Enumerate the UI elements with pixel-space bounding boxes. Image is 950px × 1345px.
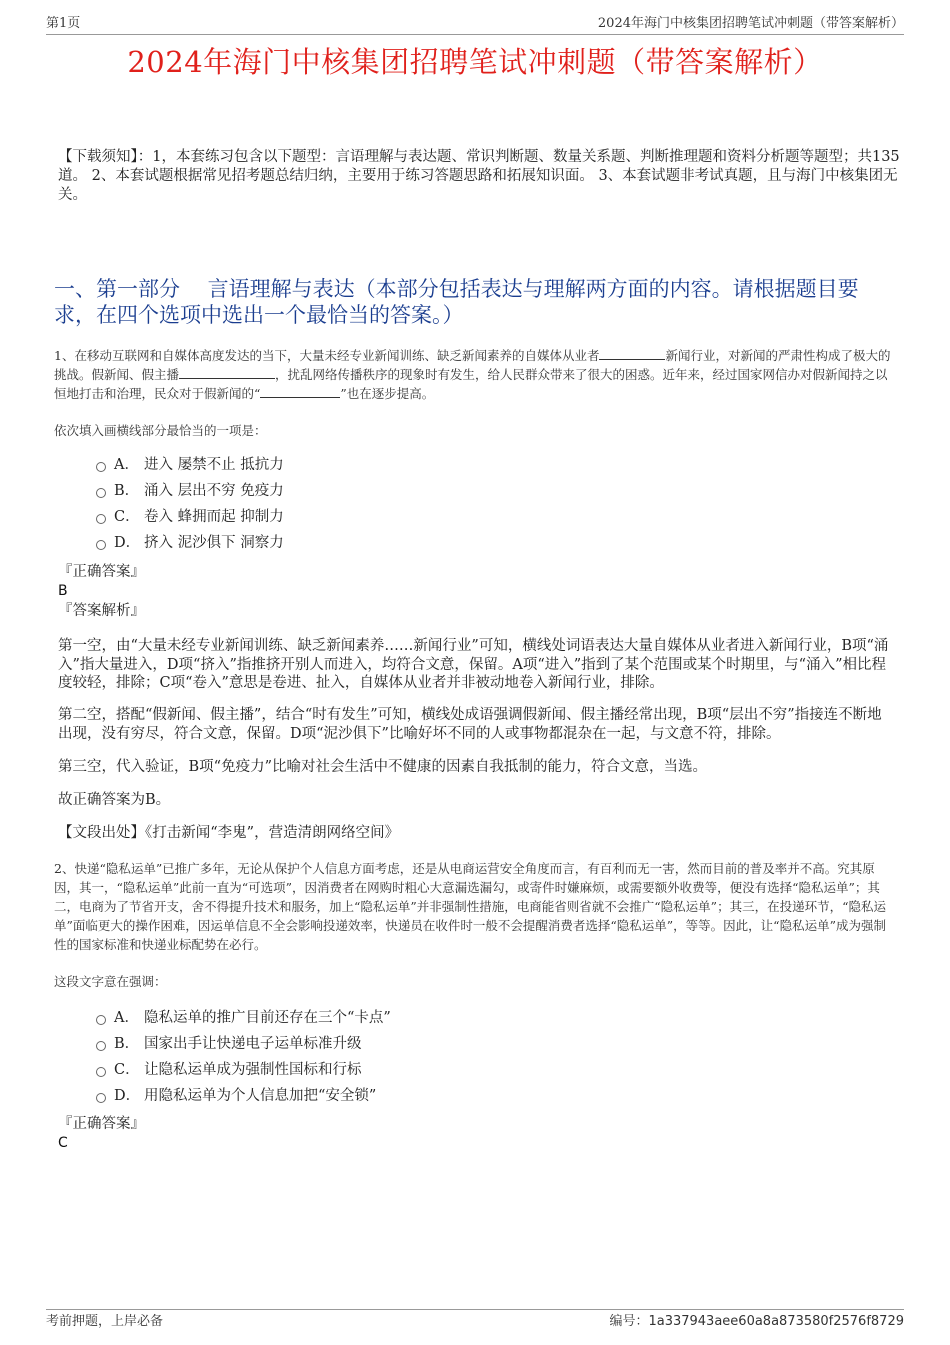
document-title: 2024年海门中核集团招聘笔试冲刺题（带答案解析） — [127, 45, 823, 79]
blank-2 — [179, 366, 275, 379]
passage-source: 【文段出处】《打击新闻“李鬼”，营造清朗网络空间》 — [58, 825, 400, 841]
question-1-options — [96, 452, 284, 556]
analysis-paragraph-1: 第一空，由“大量未经专业新闻训练、缺乏新闻素养……新闻行业”可知，横线处词语表达大量自媒体从业者进入新闻行业，B项“涌入”指大量进入，D项“挤入”指推挤开别人而进入，均符合文意，保留。A项“进入”指到了某个范围或某个时期里，与“涌入”相比程度较轻，排除；C项“卷入”意思是卷进、扯入，自媒体从业者并非被动地卷入新闻行业，排除。 — [58, 638, 889, 691]
option-a[interactable]: A． 隐私运单的推广目前还存在三个“卡点” — [96, 1005, 391, 1031]
analysis-conclusion: 故正确答案为B。 — [58, 792, 171, 808]
question-2-text: 2、快递“隐私运单”已推广多年，无论从保护个人信息方面考虑，还是从电商运营安全角度而言，有百利而无一害，然而目前的普及率并不高。究其原因，其一，“隐私运单”此前一直为“可选项”，因消费者在网购时粗心大意漏选漏勾，或寄件时嫌麻烦，或需要额外收费等，便没有选择“隐私运单”；其二，电商为了节省开支，舍不得提升技术和服务，加上“隐私运单”并非强制性措施，电商能省则省就不会推广“隐私运单”；其三，在投递环节，“隐私运单”面临更大的操作困难，因运单信息不全会影响投递效率，快递员在收件时一般不会提醒消费者选择“隐私运单”，等等。因此，让“隐私运单”成为强制性的国家标准和快递业标配势在必行。 — [54, 861, 886, 952]
question-2-options — [96, 1005, 391, 1109]
analysis-paragraph-3: 第三空，代入验证，B项“免疫力”比喻对社会生活中不健康的因素自我抵制的能力，符合文意，当选。 — [58, 759, 707, 775]
question-1-text: 1、在移动互联网和自媒体高度发达的当下，大量未经专业新闻训练、缺乏新闻素养的自媒体从业者 新闻行业，对新闻的严肃性构成了极大的挑战。假新闻、假主播 ，扰乱网络传播秩序的现象时有发生，给人民群众带来了很大的困惑。近年来，经过国家网信办对假新闻持之以恒地打击和治理，民众对于假新闻的“ ”也在逐步提高。 — [54, 348, 891, 401]
question-2-prompt: 这段文字意在强调： — [54, 974, 167, 989]
question-1-prompt: 依次填入画横线部分最恰当的一项是： — [54, 423, 267, 438]
blank-1 — [599, 347, 665, 360]
section-title: 一、第一部分 言语理解与表达（本部分包括表达与理解两方面的内容。请根据题目要求，在四个选项中选出一个最恰当的答案。） — [54, 277, 859, 327]
option-b[interactable]: B． 国家出手让快递电子运单标准升级 — [96, 1031, 391, 1057]
radio-icon[interactable] — [96, 488, 106, 498]
page-footer — [46, 1309, 904, 1332]
page-number: 第1页 — [46, 16, 81, 31]
analysis-label: 『答案解析』 — [58, 603, 145, 619]
blank-3 — [260, 385, 340, 398]
option-c[interactable]: C． 让隐私运单成为强制性国标和行标 — [96, 1057, 391, 1083]
radio-icon[interactable] — [96, 1041, 106, 1051]
option-a[interactable]: A． 进入 屡禁不止 抵抗力 — [96, 452, 284, 478]
option-d[interactable]: D． 用隐私运单为个人信息加把“安全锁” — [96, 1083, 391, 1109]
radio-icon[interactable] — [96, 514, 106, 524]
option-c[interactable]: C． 卷入 蜂拥而起 抑制力 — [96, 504, 284, 530]
answer-label: 『正确答案』 — [58, 564, 145, 580]
radio-icon[interactable] — [96, 1067, 106, 1077]
correct-answer: C — [58, 1135, 68, 1151]
correct-answer: B — [58, 583, 68, 599]
download-notice: 【下载须知】：1，本套练习包含以下题型：言语理解与表达题、常识判断题、数量关系题、判断推理题和资料分析题等题型；共135道。 2、本套试题根据常见招考题总结归纳，主要用于练习答题思路和拓展知识面。 3、本套试题非考试真题，且与海门中核集团无关。 — [58, 149, 900, 203]
radio-icon[interactable] — [96, 1015, 106, 1025]
radio-icon[interactable] — [96, 462, 106, 472]
analysis-paragraph-2: 第二空，搭配“假新闻、假主播”，结合“时有发生”可知，横线处成语强调假新闻、假主播经常出现，B项“层出不穷”指接连不断地出现，没有穷尽，符合文意，保留。D项“泥沙俱下”比喻好坏不同的人或事物都混杂在一起，与文意不符，排除。 — [58, 707, 882, 742]
footer-slogan: 考前押题，上岸必备 — [46, 1314, 164, 1329]
radio-icon[interactable] — [96, 540, 106, 550]
option-d[interactable]: D． 挤入 泥沙俱下 洞察力 — [96, 530, 284, 556]
radio-icon[interactable] — [96, 1093, 106, 1103]
page-header — [46, 14, 904, 35]
running-title: 2024年海门中核集团招聘笔试冲刺题（带答案解析） — [597, 16, 904, 31]
document-code: 编号：1a337943aee60a8a873580f2576f8729 — [609, 1314, 904, 1329]
option-b[interactable]: B． 涌入 层出不穷 免疫力 — [96, 478, 284, 504]
answer-label: 『正确答案』 — [58, 1116, 145, 1132]
